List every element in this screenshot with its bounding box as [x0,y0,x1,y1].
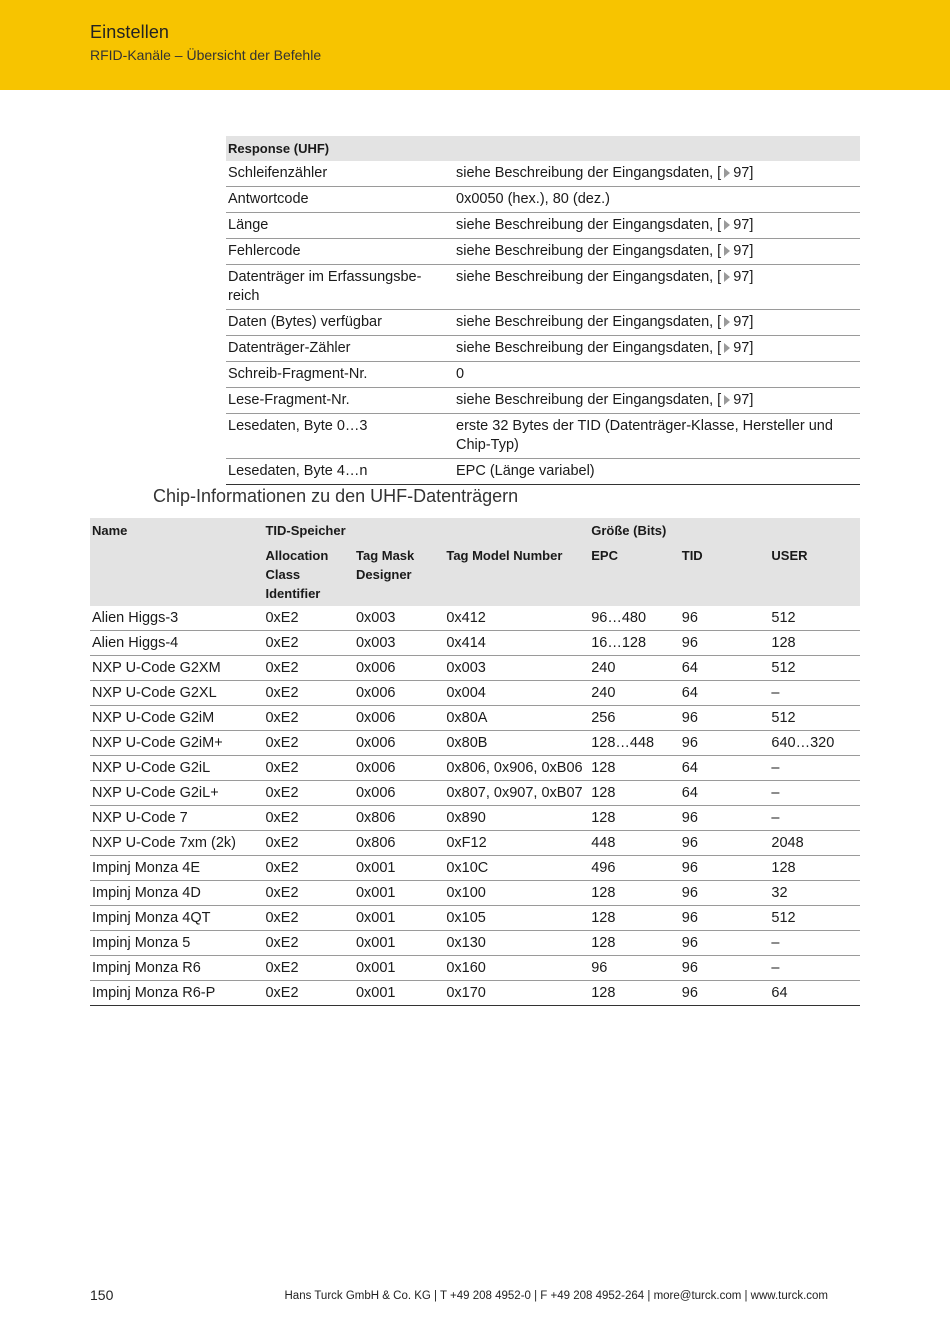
tag-model-cell: 0x10C [444,856,589,881]
allocation-class-cell: 0xE2 [263,656,354,681]
response-table [226,136,860,485]
size-tid-cell: 96 [680,906,770,931]
tag-model-cell: 0x412 [444,606,589,631]
response-row-value [454,388,860,414]
size-epc-cell: 496 [589,856,680,881]
tag-model-cell: 0x807, 0x907, 0xB07 [444,781,589,806]
chip-name-cell: Impinj Monza 4D [90,881,263,906]
tag-model-cell: 0x004 [444,681,589,706]
size-tid-cell: 96 [680,731,770,756]
allocation-class-cell: 0xE2 [263,906,354,931]
size-tid-cell: 96 [680,881,770,906]
tag-model-cell: 0x160 [444,956,589,981]
tag-model-cell: 0x806, 0x906, 0xB06 [444,756,589,781]
response-value-text: siehe Beschreibung der Eingangsdaten, [ [456,392,722,408]
table-row [90,981,860,1006]
allocation-class-cell: 0xE2 [263,606,354,631]
response-row-label: Lese-Fragment-Nr. [226,388,454,414]
response-value-text: siehe Beschreibung der Eingangsdaten, [ [456,340,722,356]
size-epc-cell: 240 [589,681,680,706]
response-row-label: Datenträger-Zähler [226,336,454,362]
size-epc-cell: 96 [589,956,680,981]
tag-model-cell: 0x80A [444,706,589,731]
tag-mask-cell: 0x806 [354,806,444,831]
col-tag-model-header: Tag Model Number [444,543,589,606]
response-row-label: Schleifenzähler [226,161,454,187]
table-row [90,681,860,706]
tag-model-cell: 0x130 [444,931,589,956]
tag-mask-cell: 0x001 [354,981,444,1006]
response-row [226,213,860,239]
response-row-value [454,459,860,485]
size-epc-cell: 240 [589,656,680,681]
size-user-cell: – [769,781,860,806]
page-reference[interactable]: 97] [733,217,754,233]
response-row [226,388,860,414]
response-row-label: Datenträger im Erfassungsbe- reich [226,265,454,310]
size-epc-cell: 128 [589,931,680,956]
tag-model-cell: 0x003 [444,656,589,681]
tag-mask-cell: 0x003 [354,631,444,656]
size-user-cell: 512 [769,706,860,731]
size-user-cell: 2048 [769,831,860,856]
size-user-cell: – [769,756,860,781]
response-value-text: 0 [456,366,465,382]
size-tid-cell: 64 [680,781,770,806]
size-tid-cell: 96 [680,606,770,631]
chip-name-cell: NXP U-Code G2XM [90,656,263,681]
allocation-class-cell: 0xE2 [263,931,354,956]
response-row-value [454,414,860,459]
tag-model-cell: 0x170 [444,981,589,1006]
response-value-text: siehe Beschreibung der Eingangsdaten, [ [456,217,722,233]
tid-group-header: TID-Speicher [263,518,589,543]
response-row-label: Antwortcode [226,187,454,213]
table-row [90,781,860,806]
chip-name-cell: NXP U-Code 7xm (2k) [90,831,263,856]
col-tag-mask-header: Tag Mask Designer [354,543,444,606]
size-epc-cell: 256 [589,706,680,731]
page-reference[interactable]: 97] [733,165,754,181]
tag-mask-cell: 0x003 [354,606,444,631]
chip-name-cell: Impinj Monza R6 [90,956,263,981]
chip-section-title: Chip-Informationen zu den UHF-Datenträgern [153,486,519,506]
response-row-label: Lesedaten, Byte 0…3 [226,414,454,459]
response-row [226,161,860,187]
size-tid-cell: 96 [680,806,770,831]
size-user-cell: 64 [769,981,860,1006]
response-row-value [454,310,860,336]
size-epc-cell: 96…480 [589,606,680,631]
size-user-cell: 640…320 [769,731,860,756]
col-allocation-header: Allocation Class Identifier [263,543,354,606]
tag-mask-cell: 0x006 [354,706,444,731]
size-tid-cell: 64 [680,756,770,781]
size-epc-cell: 128 [589,806,680,831]
size-tid-cell: 96 [680,631,770,656]
response-row-label: Fehlercode [226,239,454,265]
tag-mask-cell: 0x001 [354,956,444,981]
response-row-value [454,239,860,265]
triangle-right-icon [724,272,730,282]
triangle-right-icon [724,317,730,327]
size-tid-cell: 64 [680,656,770,681]
response-row [226,239,860,265]
size-user-cell: – [769,956,860,981]
response-row [226,310,860,336]
tag-model-cell: 0x414 [444,631,589,656]
response-row-label: Daten (Bytes) verfügbar [226,310,454,336]
table-row [90,631,860,656]
tag-mask-cell: 0x001 [354,906,444,931]
response-row [226,265,860,310]
response-value-text: siehe Beschreibung der Eingangsdaten, [ [456,269,722,285]
response-value-text: EPC (Länge variabel) [456,463,595,479]
tag-mask-cell: 0x001 [354,931,444,956]
size-user-cell: 128 [769,631,860,656]
allocation-class-cell: 0xE2 [263,631,354,656]
col-tid-header: TID [680,543,770,606]
tag-mask-cell: 0x001 [354,881,444,906]
col-epc-header: EPC [589,543,680,606]
table-row [90,606,860,631]
response-table-heading: Response (UHF) [226,136,860,161]
allocation-class-cell: 0xE2 [263,756,354,781]
allocation-class-cell: 0xE2 [263,706,354,731]
size-tid-cell: 96 [680,856,770,881]
size-tid-cell: 96 [680,981,770,1006]
table-row [90,731,860,756]
response-row-label: Lesedaten, Byte 4…n [226,459,454,485]
triangle-right-icon [724,343,730,353]
table-row [90,831,860,856]
response-row-value [454,265,860,310]
table-row [90,656,860,681]
table-row [90,956,860,981]
tag-mask-cell: 0x006 [354,756,444,781]
chip-name-cell: Impinj Monza 5 [90,931,263,956]
page-number: 150 [90,1287,114,1303]
chip-name-cell: Impinj Monza R6-P [90,981,263,1006]
chip-name-cell: NXP U-Code 7 [90,806,263,831]
size-user-cell: 512 [769,906,860,931]
size-epc-cell: 128 [589,906,680,931]
size-tid-cell: 96 [680,831,770,856]
tag-model-cell: 0x890 [444,806,589,831]
triangle-right-icon [724,168,730,178]
size-user-cell: – [769,931,860,956]
allocation-class-cell: 0xE2 [263,881,354,906]
tag-mask-cell: 0x001 [354,856,444,881]
chip-name-cell: Impinj Monza 4QT [90,906,263,931]
tag-mask-cell: 0x806 [354,831,444,856]
chip-name-cell: Impinj Monza 4E [90,856,263,881]
col-name-subheader [90,543,263,606]
chip-name-cell: Alien Higgs-3 [90,606,263,631]
size-epc-cell: 448 [589,831,680,856]
tag-model-cell: 0x100 [444,881,589,906]
header-subtitle: RFID-Kanäle – Übersicht der Befehle [90,47,322,63]
response-value-text: erste 32 Bytes der TID (Datenträger-Klasse, Hersteller und Chip-Typ) [456,418,833,453]
size-group-header: Größe (Bits) [589,518,860,543]
size-user-cell: 128 [769,856,860,881]
col-user-header: USER [769,543,860,606]
table-row [90,706,860,731]
chip-name-cell: NXP U-Code G2XL [90,681,263,706]
size-tid-cell: 64 [680,681,770,706]
tag-mask-cell: 0x006 [354,731,444,756]
size-tid-cell: 96 [680,956,770,981]
size-user-cell: 512 [769,656,860,681]
page-reference[interactable]: 97] [733,243,754,259]
allocation-class-cell: 0xE2 [263,981,354,1006]
size-tid-cell: 96 [680,706,770,731]
tag-model-cell: 0x105 [444,906,589,931]
response-value-text: 0x0050 (hex.), 80 (dez.) [456,191,610,207]
response-row-label: Länge [226,213,454,239]
size-user-cell: 512 [769,606,860,631]
size-epc-cell: 128 [589,881,680,906]
tag-mask-cell: 0x006 [354,781,444,806]
tag-model-cell: 0xF12 [444,831,589,856]
allocation-class-cell: 0xE2 [263,731,354,756]
triangle-right-icon [724,220,730,230]
response-row [226,362,860,388]
size-user-cell: 32 [769,881,860,906]
response-row-label: Schreib-Fragment-Nr. [226,362,454,388]
allocation-class-cell: 0xE2 [263,806,354,831]
chip-table [90,518,860,1006]
page-reference[interactable]: 97] [733,269,754,285]
page-reference[interactable]: 97] [733,314,754,330]
triangle-right-icon [724,246,730,256]
allocation-class-cell: 0xE2 [263,681,354,706]
allocation-class-cell: 0xE2 [263,956,354,981]
table-row [90,856,860,881]
response-table-body [226,161,860,485]
tag-mask-cell: 0x006 [354,681,444,706]
col-name-header: Name [90,518,263,543]
header-title: Einstellen [90,22,170,42]
chip-name-cell: Alien Higgs-4 [90,631,263,656]
size-user-cell: – [769,681,860,706]
response-row-value [454,362,860,388]
page-header [0,0,950,90]
size-epc-cell: 128 [589,781,680,806]
allocation-class-cell: 0xE2 [263,781,354,806]
tag-mask-cell: 0x006 [354,656,444,681]
tag-model-cell: 0x80B [444,731,589,756]
size-tid-cell: 96 [680,931,770,956]
chip-name-cell: NXP U-Code G2iL+ [90,781,263,806]
response-row [226,414,860,459]
response-value-text: siehe Beschreibung der Eingangsdaten, [ [456,165,722,181]
response-row-value [454,213,860,239]
chip-table-body [90,606,860,1006]
chip-name-cell: NXP U-Code G2iL [90,756,263,781]
size-epc-cell: 16…128 [589,631,680,656]
table-row [90,906,860,931]
triangle-right-icon [724,395,730,405]
response-row-value [454,161,860,187]
allocation-class-cell: 0xE2 [263,831,354,856]
response-row-value [454,336,860,362]
chip-name-cell: NXP U-Code G2iM [90,706,263,731]
chip-name-cell: NXP U-Code G2iM+ [90,731,263,756]
response-row-value [454,187,860,213]
allocation-class-cell: 0xE2 [263,856,354,881]
table-row [90,931,860,956]
page-reference[interactable]: 97] [733,392,754,408]
response-row [226,336,860,362]
response-value-text: siehe Beschreibung der Eingangsdaten, [ [456,314,722,330]
size-epc-cell: 128 [589,756,680,781]
response-row [226,187,860,213]
page-reference[interactable]: 97] [733,340,754,356]
table-row [90,806,860,831]
footer-contact: Hans Turck GmbH & Co. KG | T +49 208 4952-0 | F +49 208 4952-264 | more@turck.com | www.turck.com [284,1290,828,1302]
size-user-cell: – [769,806,860,831]
response-row [226,459,860,485]
table-row [90,756,860,781]
table-row [90,881,860,906]
size-epc-cell: 128 [589,981,680,1006]
size-epc-cell: 128…448 [589,731,680,756]
response-value-text: siehe Beschreibung der Eingangsdaten, [ [456,243,722,259]
